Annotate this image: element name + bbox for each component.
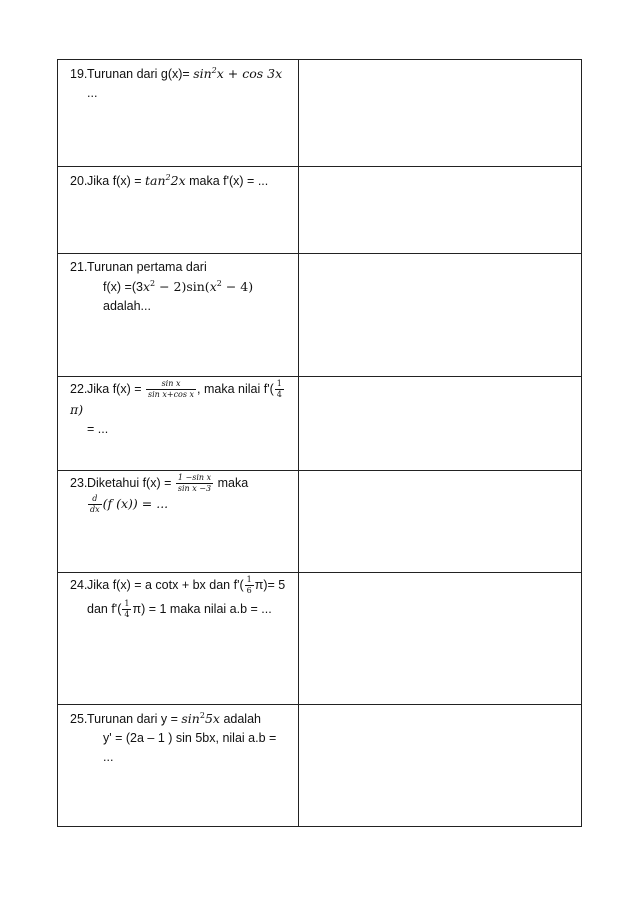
question-text: = ...	[87, 422, 109, 436]
answer-cell-21[interactable]	[299, 254, 581, 376]
fraction-numerator: 1 −sin x	[177, 473, 212, 482]
fraction-denominator: dx	[90, 505, 100, 515]
question-text: maka f'(x) = ...	[185, 174, 269, 188]
question-table	[57, 59, 582, 827]
question-number: 20.	[70, 174, 88, 188]
fraction-denominator: 4	[124, 610, 130, 619]
question-text: Diketahui f(x) =	[87, 475, 175, 490]
question-text: y' = (2a – 1 ) sin 5bx, nilai a.b = ...	[103, 731, 277, 764]
fraction-denominator: 4	[276, 390, 282, 399]
question-text: Turunan dari y =	[87, 712, 182, 726]
question-text: dan f'(	[87, 601, 122, 616]
question-24	[58, 573, 299, 704]
question-text: f(x) =(3	[103, 280, 143, 294]
question-text: Turunan dari g(x)=	[87, 67, 194, 81]
answer-cell-23[interactable]	[299, 471, 581, 572]
fraction-numerator: d	[88, 494, 102, 505]
answer-cell-24[interactable]	[299, 573, 581, 704]
fraction-denominator: sin x −3	[177, 484, 212, 493]
question-row-21	[58, 253, 581, 376]
question-number: 19.	[70, 67, 88, 81]
question-text: Jika f(x) =	[87, 381, 145, 396]
math-exponent: 2	[211, 65, 217, 75]
math-expression: tan	[145, 173, 166, 188]
question-number: 23.	[70, 475, 88, 490]
math-expression: sin	[193, 66, 212, 81]
math-exponent: 2	[199, 710, 205, 720]
question-number: 25.	[70, 712, 88, 726]
answer-cell-19[interactable]	[299, 60, 581, 166]
fraction-numerator: sin x	[146, 379, 196, 390]
question-number: 22.	[70, 381, 88, 396]
fraction-denominator: sin x+cos x	[148, 390, 195, 399]
math-expression: x + cos 3x	[216, 66, 283, 81]
fraction	[122, 599, 131, 620]
question-row-22	[58, 376, 581, 470]
question-row-20	[58, 166, 581, 253]
derivative-operator	[88, 494, 102, 515]
question-row-23	[58, 470, 581, 572]
fraction-numerator: 1	[124, 599, 130, 608]
question-text: , maka nilai f'(	[197, 381, 274, 396]
question-number: 21.	[70, 260, 88, 274]
fraction-numerator: 1	[246, 575, 252, 584]
fraction-numerator: 1	[276, 379, 282, 388]
fraction-denominator: 6	[246, 586, 252, 595]
question-text: π) = 1 maka nilai a.b = ...	[132, 601, 272, 616]
question-25	[58, 705, 299, 826]
question-row-19	[58, 60, 581, 166]
math-expression: sin	[181, 711, 200, 726]
math-exponent: 2	[150, 278, 156, 288]
answer-cell-20[interactable]	[299, 167, 581, 253]
question-20	[58, 167, 299, 253]
fraction	[176, 473, 213, 494]
fraction	[146, 379, 196, 400]
question-text: Jika f(x) =	[87, 174, 145, 188]
fraction	[275, 379, 284, 400]
answer-cell-22[interactable]	[299, 377, 581, 470]
answer-cell-25[interactable]	[299, 705, 581, 826]
question-text: ...	[87, 86, 98, 100]
fraction	[245, 575, 254, 596]
question-text: Jika f(x) = a cotx + bx dan f'(	[87, 577, 244, 592]
math-exponent: 2	[165, 172, 171, 182]
question-text: maka	[214, 475, 249, 490]
question-text: π)= 5	[254, 577, 286, 592]
math-expression: − 2)sin(	[155, 279, 210, 294]
question-row-25	[58, 704, 581, 826]
question-23	[58, 471, 299, 572]
math-variable: x	[142, 279, 150, 294]
question-22	[58, 377, 299, 470]
math-variable: x	[209, 279, 217, 294]
question-19	[58, 60, 299, 166]
math-expression: 2x	[170, 173, 186, 188]
math-expression: (f (x)) = ...	[102, 496, 169, 511]
question-text: adalah	[219, 712, 261, 726]
math-exponent: 2	[216, 278, 222, 288]
question-number: 24.	[70, 577, 88, 592]
question-text: Turunan pertama dari	[87, 260, 207, 274]
question-text: adalah...	[103, 299, 151, 313]
question-row-24	[58, 572, 581, 704]
math-expression: − 4)	[221, 279, 254, 294]
question-21	[58, 254, 299, 376]
math-expression: π)	[70, 402, 84, 417]
math-expression: 5x	[204, 711, 220, 726]
